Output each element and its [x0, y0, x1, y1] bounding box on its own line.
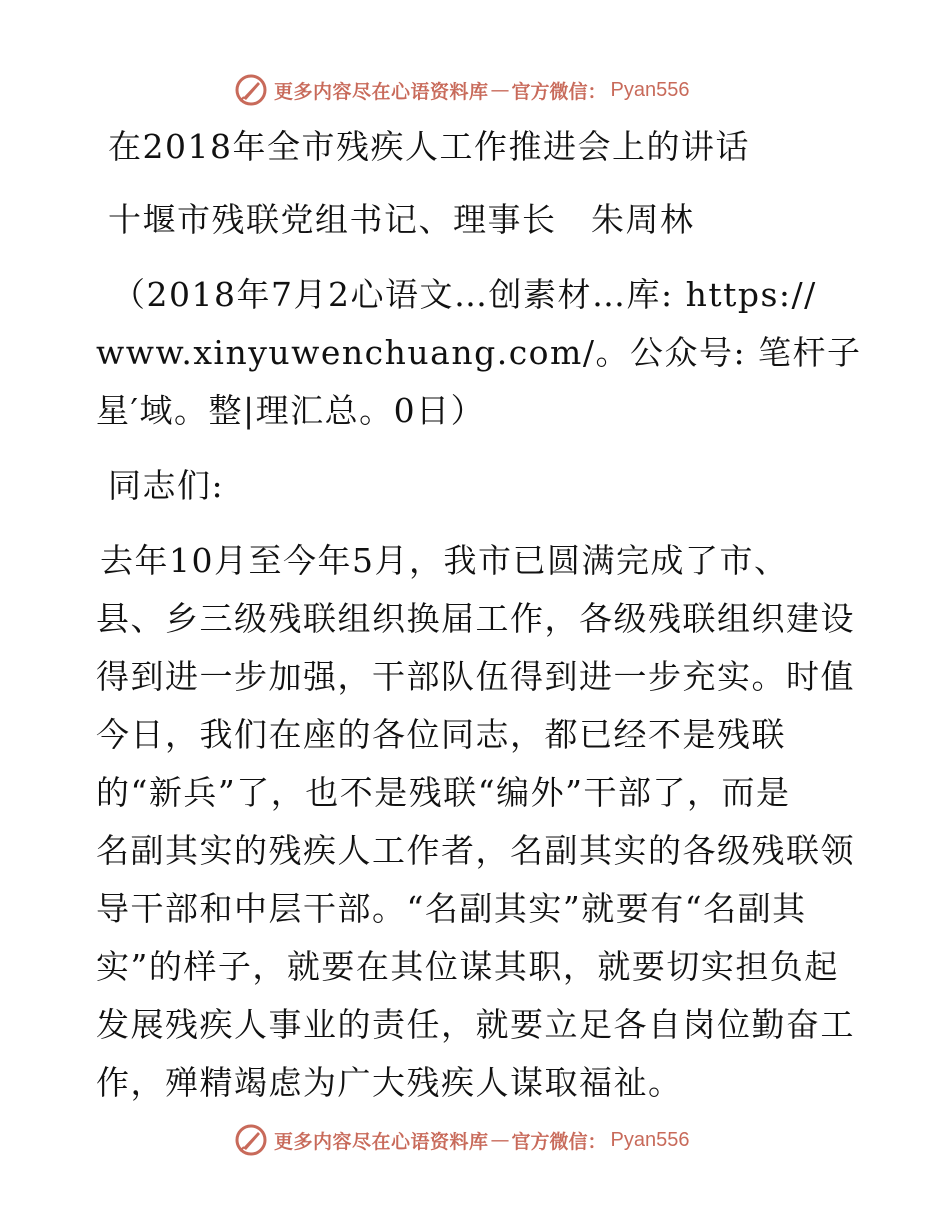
paragraph-line: 的“新兵”了，也不是残联“编外”干部了，而是 [96, 773, 791, 812]
greeting: 同志们: [108, 466, 225, 505]
wechat-label: 官方微信： [511, 1130, 607, 1153]
watermark-banner-bottom [234, 1120, 690, 1160]
paragraph-line: 得到进一步加强，干部队伍得到进一步充实。时值 [96, 657, 855, 696]
date-line: 星′域。整|理汇总。0日） [96, 391, 486, 430]
watermark-banner-top [234, 70, 690, 110]
paragraph-line: 导干部和中层干部。“名副其实”就要有“名副其 [96, 889, 807, 928]
watermark-text: 更多内容尽在心语资料库 [274, 80, 489, 103]
wechat-label: 官方微信： [511, 80, 607, 103]
date-line: www.xinyuwenchuang.com/。公众号: 笔杆子 [96, 333, 862, 372]
author-line: 十堰市残联党组书记、理事长 朱周林 [108, 200, 695, 239]
paragraph-line: 县、乡三级残联组织换届工作，各级残联组织建设 [96, 599, 855, 638]
page-title: 在2018年全市残疾人工作推进会上的讲话 [108, 127, 750, 166]
quill-logo-icon [234, 73, 268, 107]
paragraph-line: 名副其实的残疾人工作者，名副其实的各级残联领 [96, 831, 855, 870]
paragraph-line: 发展残疾人事业的责任，就要立足各自岗位勤奋工 [96, 1005, 855, 1044]
wechat-id: Pyan556 [610, 1128, 690, 1151]
paragraph-line: 作，殚精竭虑为广大残疾人谋取福祉。 [96, 1063, 683, 1102]
watermark-text: 更多内容尽在心语资料库 [274, 1130, 489, 1153]
paragraph-line: 去年10月至今年5月，我市已圆满完成了市、 [100, 541, 789, 580]
watermark-separator: — [490, 1129, 510, 1151]
watermark-separator: — [490, 79, 510, 101]
paragraph-line: 今日，我们在座的各位同志，都已经不是残联 [96, 715, 786, 754]
wechat-id: Pyan556 [610, 78, 690, 101]
paragraph-line: 实”的样子，就要在其位谋其职，就要切实担负起 [96, 947, 839, 986]
quill-logo-icon [234, 1123, 268, 1157]
date-line: （2018年7月2心语文…创素材…库: https:// [112, 275, 817, 314]
